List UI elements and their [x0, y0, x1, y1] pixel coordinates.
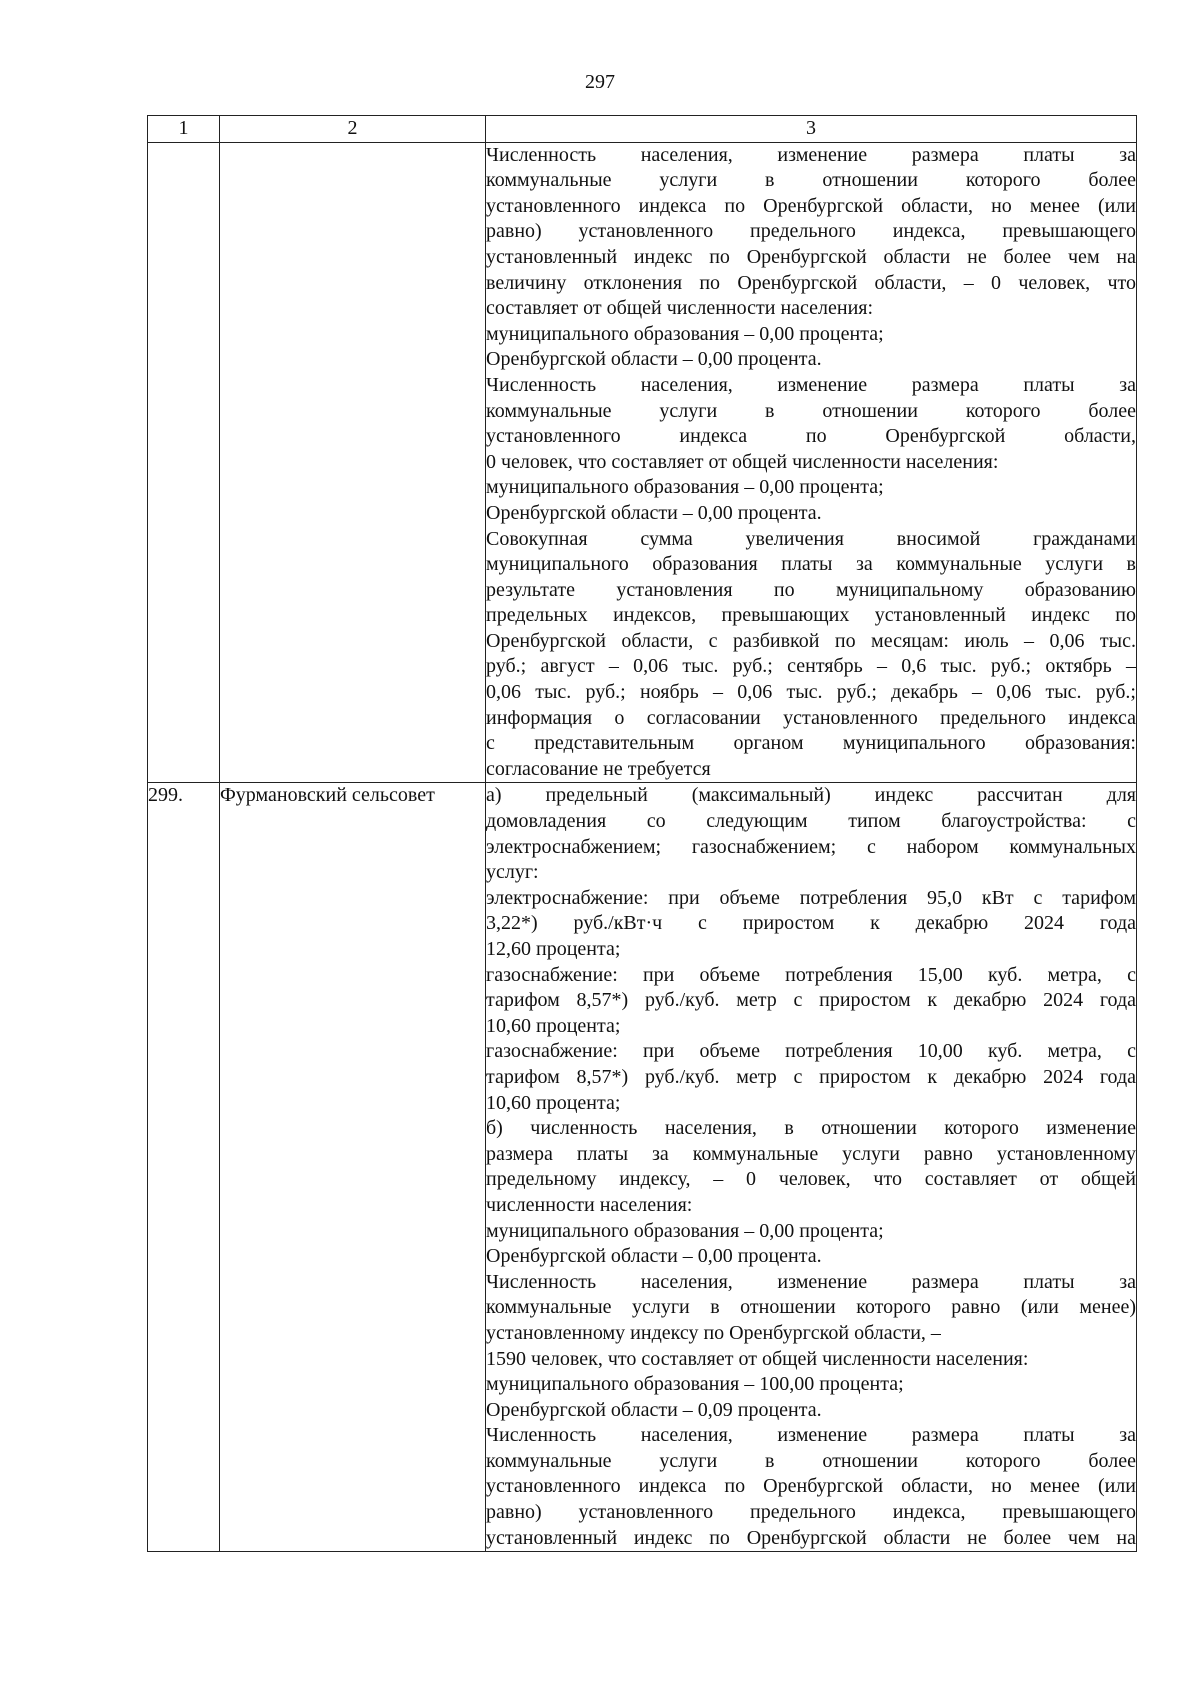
text-line: равно) установленного предельного индекса, превышающего	[486, 1501, 1136, 1524]
text-line: муниципального образования – 100,00 процента;	[486, 1373, 904, 1396]
text-line: коммунальные услуги в отношении которого более	[486, 1449, 1136, 1472]
column-header-3: 3	[486, 116, 1137, 143]
description-cell	[486, 783, 1137, 1552]
text-line: Оренбургской области – 0,00 процента.	[486, 501, 822, 524]
text-line: муниципального образования платы за коммунальные услуги в	[486, 553, 1136, 576]
text-line: Численность населения, изменение размера платы за	[486, 1270, 1136, 1293]
page-number: 297	[585, 71, 615, 93]
text-line: 0 человек, что составляет от общей численности населения:	[486, 450, 999, 473]
text-line: установленного индекса по Оренбургской области, но менее (или	[486, 1475, 1136, 1498]
text-line: газоснабжение: при объеме потребления 10,00 куб. метра, с	[486, 1040, 1136, 1063]
text-line: Оренбургской области, с разбивкой по месяцам: июль – 0,06 тыс.	[486, 629, 1136, 652]
text-line: информация о согласовании установленного предельного индекса	[486, 706, 1136, 729]
text-line: а) предельный (максимальный) индекс рассчитан для	[486, 784, 1136, 807]
table-row	[148, 783, 1137, 1552]
text-line: 10,60 процента;	[486, 1014, 621, 1037]
municipality-name-cell	[220, 142, 486, 783]
text-line: установленный индекс по Оренбургской области не более чем на	[486, 1526, 1136, 1549]
text-line: коммунальные услуги в отношении которого более	[486, 399, 1136, 422]
text-line: 0,06 тыс. руб.; ноябрь – 0,06 тыс. руб.; декабрь – 0,06 тыс. руб.;	[486, 681, 1136, 704]
text-line: составляет от общей численности населения:	[486, 297, 874, 320]
table-row	[148, 142, 1137, 783]
text-line: Совокупная сумма увеличения вносимой гражданами	[486, 527, 1136, 550]
text-line: результате установления по муниципальному образованию	[486, 578, 1136, 601]
text-line: согласование не требуется	[486, 757, 711, 780]
text-line: Численность населения, изменение размера платы за	[486, 1424, 1136, 1447]
text-line: муниципального образования – 0,00 процента;	[486, 322, 884, 345]
text-line: установленного индекса по Оренбургской области, но менее (или	[486, 194, 1136, 217]
text-line: коммунальные услуги в отношении которого более	[486, 169, 1136, 192]
text-line: Численность населения, изменение размера платы за	[486, 373, 1136, 396]
text-line: услуг:	[486, 861, 539, 884]
text-line: установленного индекса по Оренбургской области,	[486, 425, 1136, 448]
text-line: коммунальные услуги в отношении которого равно (или менее)	[486, 1296, 1136, 1319]
text-line: Численность населения, изменение размера платы за	[486, 143, 1136, 166]
text-line: электроснабжение: при объеме потребления 95,0 кВт с тарифом	[486, 886, 1136, 909]
data-table	[147, 115, 1137, 1552]
row-number-cell: 299.	[148, 783, 220, 1552]
text-line: Оренбургской области – 0,00 процента.	[486, 348, 822, 371]
text-line: установленный индекс по Оренбургской области не более чем на	[486, 245, 1136, 268]
table-header-row	[148, 116, 1137, 143]
text-line: предельных индексов, превышающих установленный индекс по	[486, 604, 1136, 627]
text-line: Оренбургской области – 0,00 процента.	[486, 1245, 822, 1268]
text-line: 3,22*) руб./кВт·ч с приростом к декабрю 2024 года	[486, 912, 1136, 935]
text-line: предельному индексу, – 0 человек, что составляет от общей	[486, 1168, 1136, 1191]
column-header-2: 2	[220, 116, 486, 143]
text-line: величину отклонения по Оренбургской области, – 0 человек, что	[486, 271, 1136, 294]
text-line: численности населения:	[486, 1193, 693, 1216]
text-line: муниципального образования – 0,00 процента;	[486, 1219, 884, 1242]
text-line: тарифом 8,57*) руб./куб. метр с приростом к декабрю 2024 года	[486, 989, 1136, 1012]
text-line: 1590 человек, что составляет от общей численности населения:	[486, 1347, 1029, 1370]
text-line: газоснабжение: при объеме потребления 15,00 куб. метра, с	[486, 963, 1136, 986]
text-line: установленному индексу по Оренбургской области, –	[486, 1321, 941, 1344]
text-line: электроснабжением; газоснабжением; с набором коммунальных	[486, 835, 1136, 858]
text-line: руб.; август – 0,06 тыс. руб.; сентябрь – 0,6 тыс. руб.; октябрь –	[486, 655, 1136, 678]
text-line: муниципального образования – 0,00 процента;	[486, 476, 884, 499]
row-number-cell	[148, 142, 220, 783]
text-line: б) численность населения, в отношении которого изменение	[486, 1117, 1136, 1140]
text-line: домовладения со следующим типом благоустройства: с	[486, 810, 1136, 833]
text-line: 12,60 процента;	[486, 938, 621, 960]
column-header-1: 1	[148, 116, 220, 143]
municipality-name-cell: Фурмановский сельсовет	[220, 783, 486, 1552]
text-line: тарифом 8,57*) руб./куб. метр с приростом к декабрю 2024 года	[486, 1065, 1136, 1088]
description-cell	[486, 142, 1137, 783]
text-line: 10,60 процента;	[486, 1091, 621, 1114]
text-line: равно) установленного предельного индекса, превышающего	[486, 220, 1136, 243]
text-line: Оренбургской области – 0,09 процента.	[486, 1398, 822, 1421]
text-line: размера платы за коммунальные услуги равно установленному	[486, 1142, 1136, 1165]
text-line: с представительным органом муниципального образования:	[486, 732, 1136, 755]
